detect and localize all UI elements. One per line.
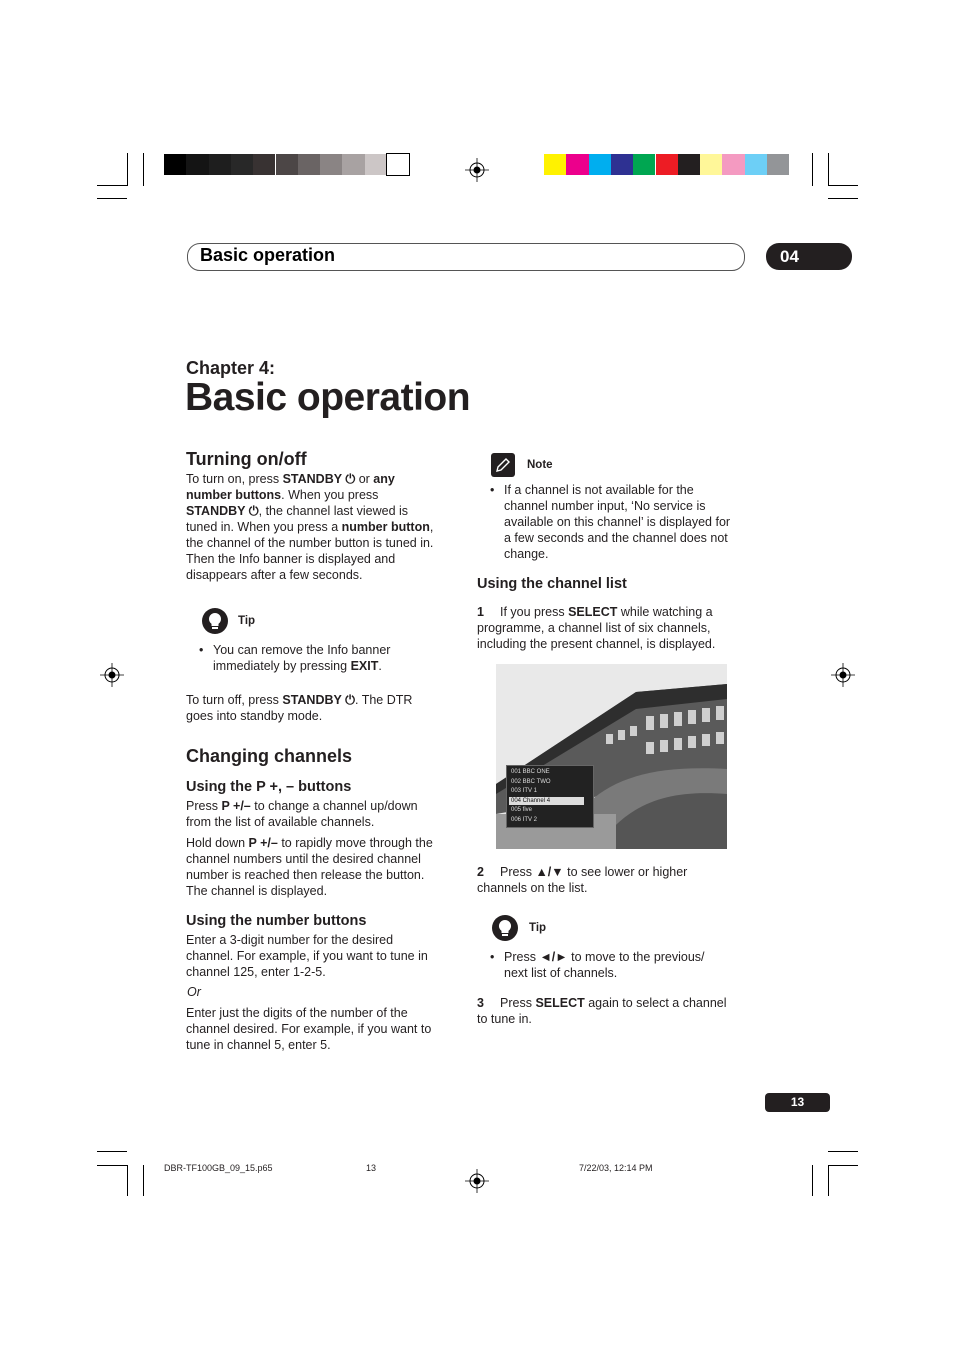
registration-mark-icon — [100, 663, 124, 687]
color-swatch — [745, 154, 767, 175]
crop-mark — [828, 1165, 829, 1196]
color-swatch — [231, 154, 253, 175]
registration-mark-icon — [465, 158, 489, 182]
changing-heading: Changing channels — [186, 746, 353, 766]
chapter-number-badge: 04 — [766, 243, 852, 270]
color-swatch — [164, 154, 186, 175]
chapter-label: Chapter 4: — [186, 358, 276, 378]
pbuttons-paragraph: Press P +/– to change a channel up/down from the list of available channels. — [186, 799, 418, 829]
registration-mark-icon — [831, 663, 855, 687]
color-swatch — [320, 154, 342, 175]
tip-bullet: • You can remove the Info banner immediately by pressing EXIT. — [199, 643, 391, 673]
step1-number: 1 — [477, 605, 484, 619]
turning-heading: Turning on/off — [186, 449, 307, 469]
step2-number: 2 — [477, 865, 484, 879]
turning-paragraph: To turn on, press STANDBY ⏻ or any number buttons. When you press STANDBY ⏻, the channel last viewed is tuned in. When you press a number button, the channel of the number button is tuned in. Then the Info banner is displayed and disappears after a few seconds. — [186, 472, 434, 582]
crop-mark — [828, 198, 858, 199]
color-swatch — [253, 154, 275, 175]
crop-mark — [143, 153, 144, 186]
crop-mark — [828, 1165, 858, 1166]
crop-mark — [127, 1165, 128, 1196]
step3-paragraph: Press SELECT again to select a channel to tune in. — [477, 996, 727, 1026]
registration-mark-icon — [465, 1169, 489, 1193]
crop-mark — [127, 153, 128, 186]
tip-lightbulb-icon — [490, 913, 520, 943]
footer-page: 13 — [366, 1163, 377, 1173]
hold-paragraph: Hold down P +/– to rapidly move through the channel numbers until the desired channel number is reached then release the button. The channel is displayed. — [186, 836, 433, 898]
color-swatch — [566, 154, 588, 175]
note-pencil-icon — [491, 453, 515, 477]
crop-mark — [97, 185, 127, 186]
step1-paragraph: If you press SELECT while watching a programme, a channel list of six channels, including the present channel, is displayed. — [477, 605, 716, 651]
osd-channel-row: 006 ITV 2 — [511, 817, 538, 823]
note-label: Note — [527, 459, 553, 471]
crop-mark — [828, 185, 858, 186]
tip-lightbulb-icon — [200, 606, 230, 636]
osd-channel-row: 001 BBC ONE — [511, 769, 550, 775]
crop-mark — [812, 1165, 813, 1196]
color-swatch — [365, 154, 387, 175]
pbuttons-heading: Using the P +, – buttons — [186, 779, 352, 795]
list-heading: Using the channel list — [477, 576, 627, 592]
tip-label: Tip — [238, 615, 256, 627]
turnoff-paragraph: To turn off, press STANDBY ⏻. The DTR goes into standby mode. — [186, 693, 413, 723]
color-swatch — [722, 154, 744, 175]
osd-channel-row: 004 Channel 4 — [509, 797, 584, 806]
crop-mark — [812, 153, 813, 186]
color-swatch — [342, 154, 364, 175]
osd-channel-row: 005 five — [511, 807, 533, 814]
color-swatch — [276, 154, 298, 175]
number-heading: Using the number buttons — [186, 913, 367, 929]
number-paragraph: Enter a 3-digit number for the desired channel. For example, if you want to tune in channel 125, enter 1-2-5. — [186, 933, 428, 979]
step3-number: 3 — [477, 996, 484, 1010]
page-title: Basic operation — [185, 376, 471, 419]
tip2-label: Tip — [529, 922, 547, 934]
color-swatch — [298, 154, 320, 175]
note-bullet: • If a channel is not available for the channel number input, ‘No service is available on this channel’ is displayed for a few seconds and the channel does not change. — [490, 483, 731, 561]
or-text: Or — [187, 985, 201, 999]
color-swatch — [656, 154, 678, 175]
crop-mark — [828, 153, 829, 186]
crop-mark — [828, 1151, 858, 1152]
color-swatch — [387, 154, 409, 175]
color-swatch — [767, 154, 789, 175]
color-swatch — [700, 154, 722, 175]
color-swatch — [209, 154, 231, 175]
digits-paragraph: Enter just the digits of the number of the channel desired. For example, if you want to tune in channel 5, enter 5. — [186, 1006, 432, 1052]
crop-mark — [97, 1151, 127, 1152]
osd-channel-row: 002 BBC TWO — [511, 778, 551, 785]
color-swatch — [544, 154, 566, 175]
footer-filename: DBR-TF100GB_09_15.p65 — [164, 1163, 273, 1173]
crop-mark — [97, 198, 127, 199]
page-number: 13 — [765, 1093, 830, 1112]
color-swatch — [678, 154, 700, 175]
color-swatch — [611, 154, 633, 175]
crop-mark — [97, 1165, 127, 1166]
color-swatch — [589, 154, 611, 175]
color-swatch — [186, 154, 208, 175]
color-swatch — [633, 154, 655, 175]
tip2-bullet: • Press ◄/► to move to the previous/ next list of channels. — [490, 950, 705, 980]
section-header-title: Basic operation — [200, 245, 336, 265]
step2-paragraph: Press ▲/▼ to see lower or higher channels on the list. — [477, 865, 688, 895]
crop-mark — [143, 1165, 144, 1196]
channel-list-osd — [506, 765, 594, 828]
footer-date: 7/22/03, 12:14 PM — [579, 1163, 653, 1173]
osd-channel-row: 003 ITV 1 — [511, 788, 538, 795]
